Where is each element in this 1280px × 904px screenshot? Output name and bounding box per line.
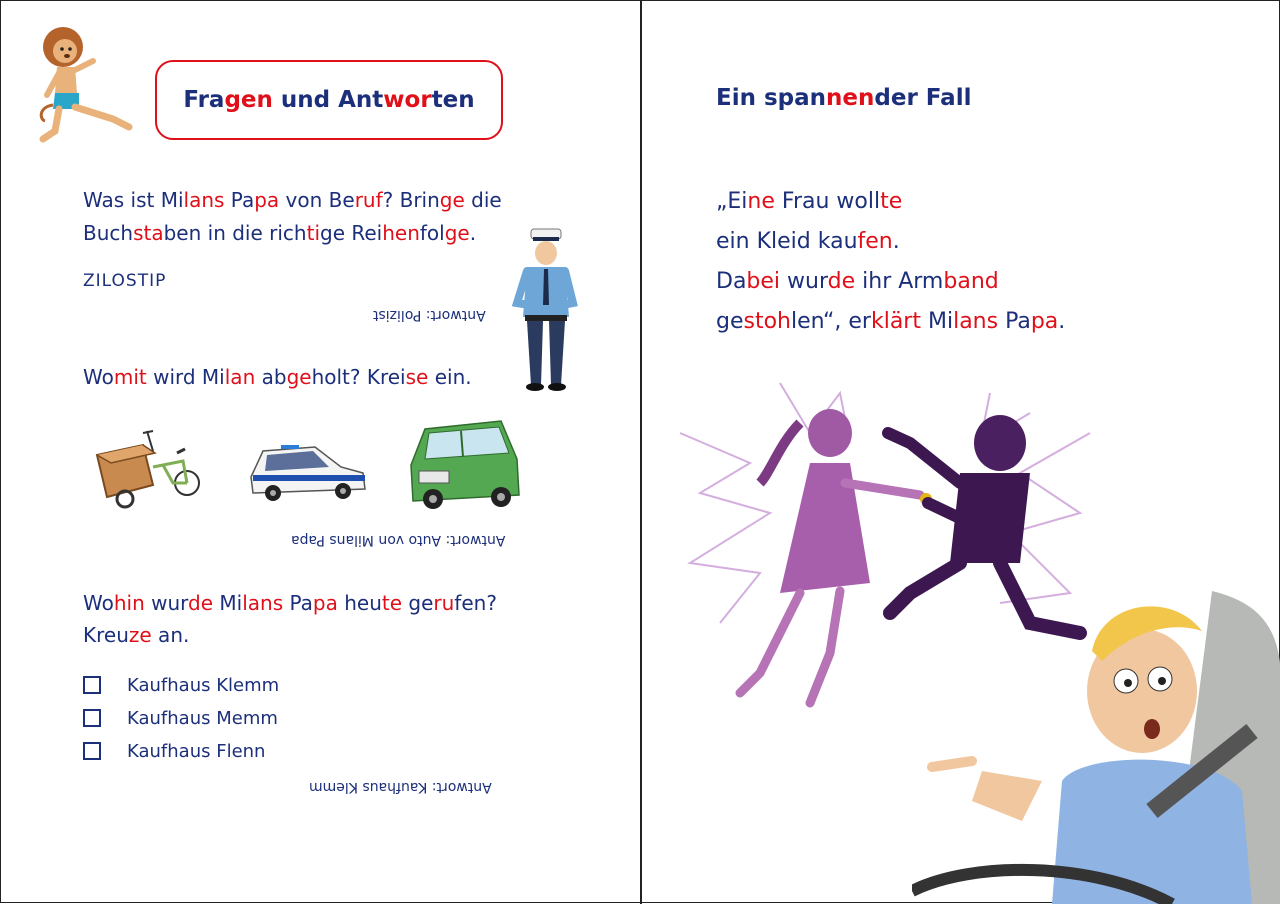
syllable-segment: pa [312,591,338,615]
syllable-segment: an. [151,623,190,647]
syllable-segment: von Be [279,188,355,212]
syllable-segment: Was ist Mi [83,188,184,212]
syllable-segment: und Ant [272,87,384,113]
syllable-segment: ein. [428,365,472,389]
syllable-segment: Buch [83,221,134,245]
cargo-bike-illustration[interactable] [93,427,207,509]
syllable-segment: ge [286,365,312,389]
syllable-segment: Pa [998,309,1031,334]
checkbox[interactable] [83,676,101,694]
syllable-segment: wird Mi [146,365,225,389]
syllable-segment: ti [306,221,321,245]
syllable-segment: te [381,591,403,615]
story-line [716,262,1065,302]
green-van-illustration[interactable] [405,419,523,513]
scrambled-letters: ZILOSTIP [83,271,167,291]
syllable-segment: ze [128,623,152,647]
syllable-segment: Wo [83,591,114,615]
syllable-segment: te [880,189,903,214]
syllable-segment: stoh [743,309,791,334]
story-line [716,182,1065,222]
option-row[interactable] [83,740,265,762]
syllable-segment: Kreu [83,623,129,647]
syllable-segment: len“, er [791,309,871,334]
syllable-segment: Mi [920,309,954,334]
answer-1-upside-down: Antwort: Polizist [373,307,486,323]
option-label: Kaufhaus Flenn [127,740,266,762]
answer-2-upside-down: Antwort: Auto von Milans Papa [291,532,506,548]
syllable-segment: der Fall [874,85,972,111]
syllable-segment: klärt [870,309,921,334]
syllable-segment: Mi [213,591,243,615]
syllable-segment: hen [382,221,420,245]
syllable-segment: Pa [224,188,255,212]
syllable-segment: ru [433,591,455,615]
syllable-segment: mit [113,365,147,389]
checkbox[interactable] [83,742,101,760]
syllable-segment: lans [183,188,225,212]
syllable-segment: ge [439,188,465,212]
syllable-segment: nen [826,85,875,111]
syllable-segment: lans [242,591,284,615]
story-text [716,182,1065,342]
option-row[interactable] [83,674,279,696]
syllable-segment: sta [133,221,164,245]
syllable-segment: ne [747,189,775,214]
syllable-segment: band [943,269,999,294]
syllable-segment: ben in die rich [163,221,307,245]
syllable-segment: ein Kleid kau [716,229,858,254]
syllable-segment: gen [224,87,273,113]
syllable-segment: die [464,188,502,212]
syllable-segment: wor [383,87,432,113]
driver-illustration [912,561,1280,904]
syllable-segment: wur [144,591,189,615]
syllable-segment: ge [444,221,470,245]
syllable-segment: ihr Arm [855,269,944,294]
syllable-segment: Wo [83,365,114,389]
question-3-line-2 [83,619,189,652]
syllable-segment: wur [780,269,828,294]
answer-3-upside-down: Antwort: Kaufhaus Klemm [309,779,492,795]
syllable-segment: . [469,221,477,245]
syllable-segment: ten [431,87,475,113]
syllable-segment: de [188,591,214,615]
left-page [1,1,640,904]
option-label: Kaufhaus Klemm [127,674,280,696]
syllable-segment: heu [337,591,382,615]
syllable-segment: holt? Krei [311,365,406,389]
police-car-illustration[interactable] [245,441,369,505]
question-3-line-1 [83,587,497,620]
section-title [183,87,474,113]
syllable-segment: „Ei [716,189,748,214]
question-1-line-2 [83,217,476,250]
syllable-segment: pa [254,188,280,212]
syllable-segment: se [405,365,429,389]
story-title [716,85,971,111]
syllable-segment: fol [419,221,445,245]
right-page [642,1,1280,904]
story-line [716,302,1065,342]
syllable-segment: ge Rei [320,221,383,245]
syllable-segment: Ein span [716,85,827,111]
syllable-segment: pa [1030,309,1059,334]
story-line [716,222,1065,262]
syllable-segment: de [827,269,856,294]
syllable-segment: ? Brin [382,188,440,212]
syllable-segment: hin [113,591,145,615]
option-row[interactable] [83,707,278,729]
question-2-line [83,361,472,394]
syllable-segment: bei [746,269,781,294]
option-label: Kaufhaus Memm [127,707,278,729]
section-title-box [155,60,503,140]
syllable-segment: . [1058,309,1066,334]
syllable-segment: lans [953,309,999,334]
syllable-segment: Fra [183,87,225,113]
police-officer-illustration [511,227,581,393]
syllable-segment: ruf [354,188,383,212]
lion-illustration [35,23,139,147]
syllable-segment: . [892,229,900,254]
checkbox[interactable] [83,709,101,727]
syllable-segment: fen [857,229,893,254]
question-1-line-1 [83,184,502,217]
syllable-segment: Pa [283,591,313,615]
syllable-segment: ab [255,365,287,389]
syllable-segment: lan [224,365,256,389]
syllable-segment: ge [716,309,744,334]
syllable-segment: ge [402,591,434,615]
syllable-segment: Frau woll [774,189,881,214]
syllable-segment: Da [716,269,747,294]
syllable-segment: fen? [454,591,497,615]
